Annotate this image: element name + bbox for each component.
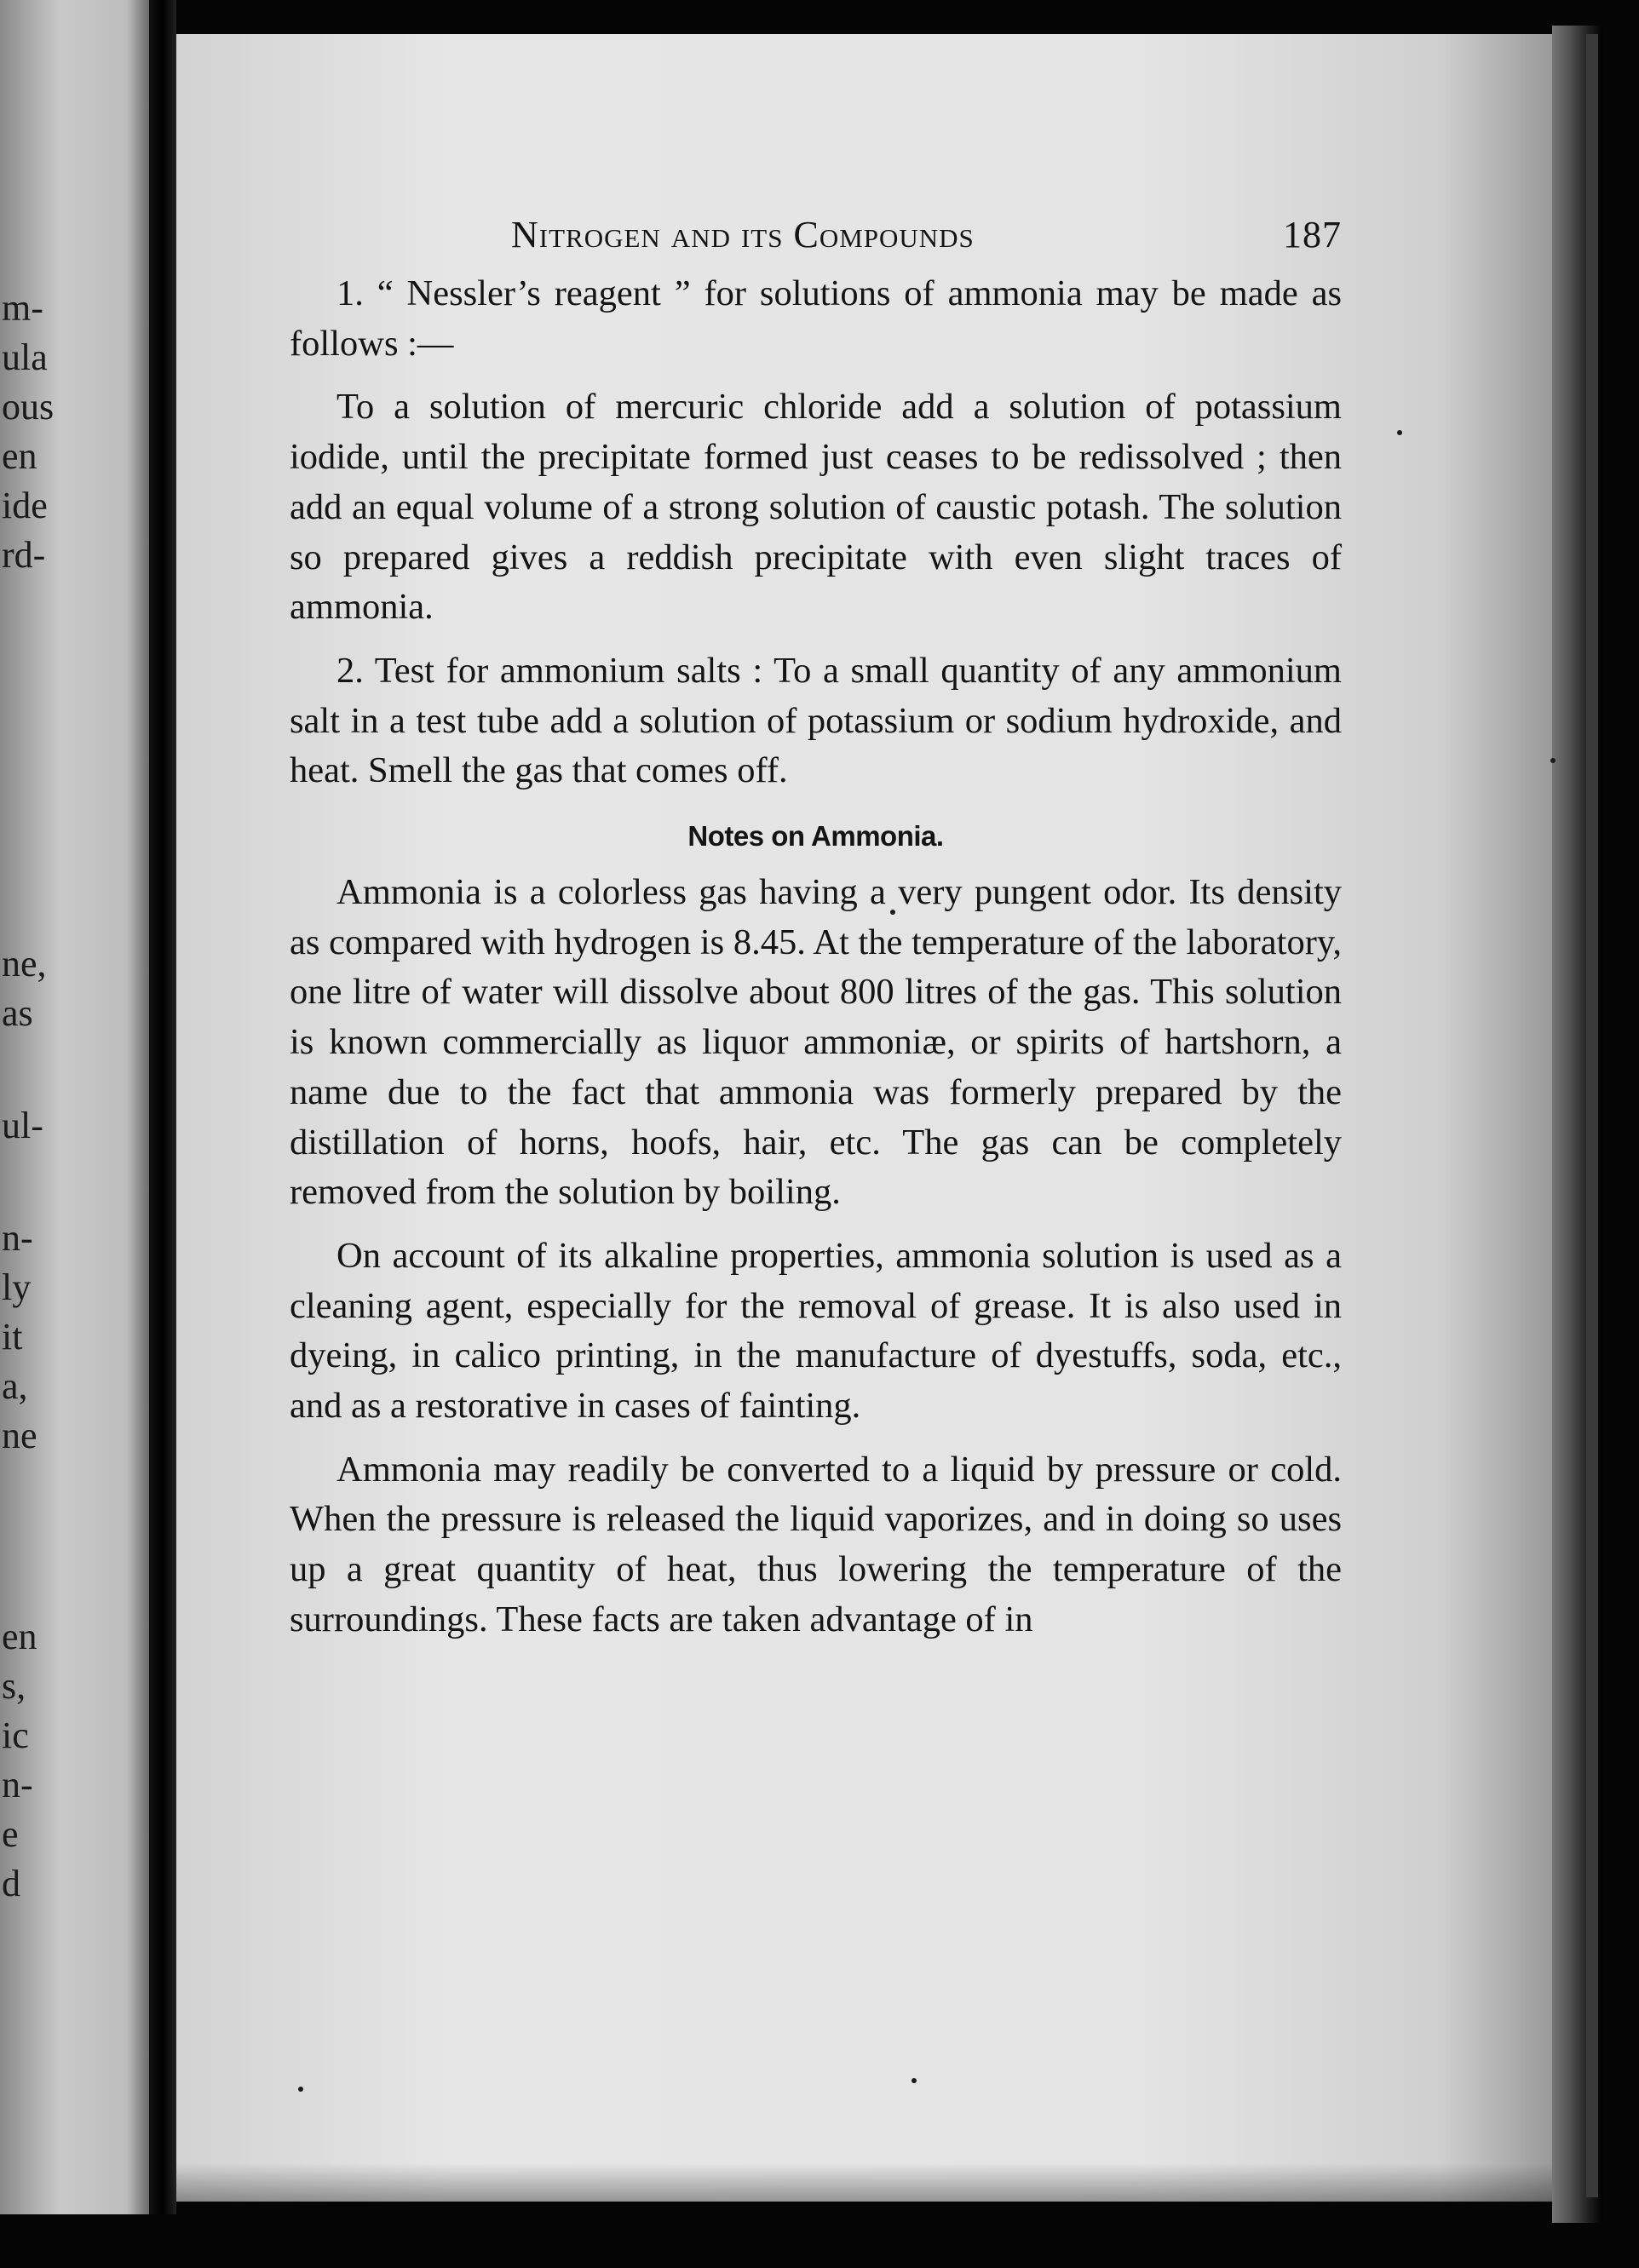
paragraph: To a solution of mercuric chloride add a solution of potassium iodide, until the precipitate formed just ceases to be redissolved ; then add an equal volume of a strong solution of caustic potash. The solution so prepared gives a reddish precipitate with even slight traces of ammonia. [290,387,1342,628]
page-number: 187 [1283,214,1342,256]
left-page-fragment: m- [2,287,43,329]
left-page-fragment: n- [2,1217,33,1259]
left-facing-page [0,0,149,2214]
left-page-fragment: e [2,1813,19,1855]
left-page-fragment: ul- [2,1105,43,1146]
left-page-fragment: ous [2,386,55,428]
scan-speck [912,2078,917,2083]
paragraph: On account of its alkaline properties, ammonia solution is used as a cleaning agent, especially for the removal of grease. It is also used in dyeing, in calico printing, in the manufacture of dyestuffs, soda, etc., and as a restorative in cases of fainting. [290,1235,1342,1427]
left-page-fragment: ula [2,336,48,378]
scan-speck [1397,430,1402,435]
left-page-fragment: en [2,1616,37,1657]
left-page-fragment: a, [2,1365,28,1407]
paragraph: Ammonia may readily be converted to a liquid by pressure or cold. When the pressure is released the liquid vaporizes, and in doing so uses up a great quantity of heat, thus lowering the temperature of the surroundings. These facts are taken advantage of in [290,1449,1342,1639]
left-page-fragment: as [2,992,33,1034]
running-header [290,213,1342,264]
running-title: Nitrogen and its Compounds [511,214,975,256]
page-edge-strip [1586,34,1598,2197]
left-page-fragment: ide [2,485,48,526]
paragraph: Ammonia is a colorless gas having a very pungent odor. Its density as compared with hydrogen is 8.45. At the temperature of the laboratory, one litre of water will dissolve about 800 litres of the gas. This solution is known commercially as liquor ammoniæ, or spirits of hartshorn, a name due to the fact that ammonia was formerly prepared by the distillation of horns, hoofs, hair, etc. The gas can be completely removed from the solution by boiling. [290,872,1342,1213]
paragraph: 2. Test for ammonium salts : To a small quantity of any ammonium salt in a test tube add a solution of potassium or sodium hydroxide, and heat. Smell the gas that comes off. [290,650,1342,791]
left-page-fragment: it [2,1316,23,1358]
left-page-fragment: ne, [2,943,47,985]
left-page-fragment: n- [2,1764,33,1806]
left-page-fragment: ly [2,1266,32,1308]
page-text [290,213,1342,1659]
left-page-fragment: rd- [2,534,46,576]
scan-speck [298,2087,303,2092]
section-heading: Notes on Ammonia. [687,820,944,853]
left-page-fragment: d [2,1863,20,1904]
page-bottom-shadow [176,2163,1552,2202]
scan-speck [1550,758,1556,763]
left-page-fragment: ne [2,1415,37,1456]
left-page-fragment: s, [2,1665,26,1707]
book-gutter [149,0,176,2214]
left-page-fragment: ic [2,1714,29,1756]
paragraph: 1. “ Nessler’s reagent ” for solutions of ammonia may be made as follows :— [290,273,1342,364]
left-page-fragment: en [2,435,37,477]
